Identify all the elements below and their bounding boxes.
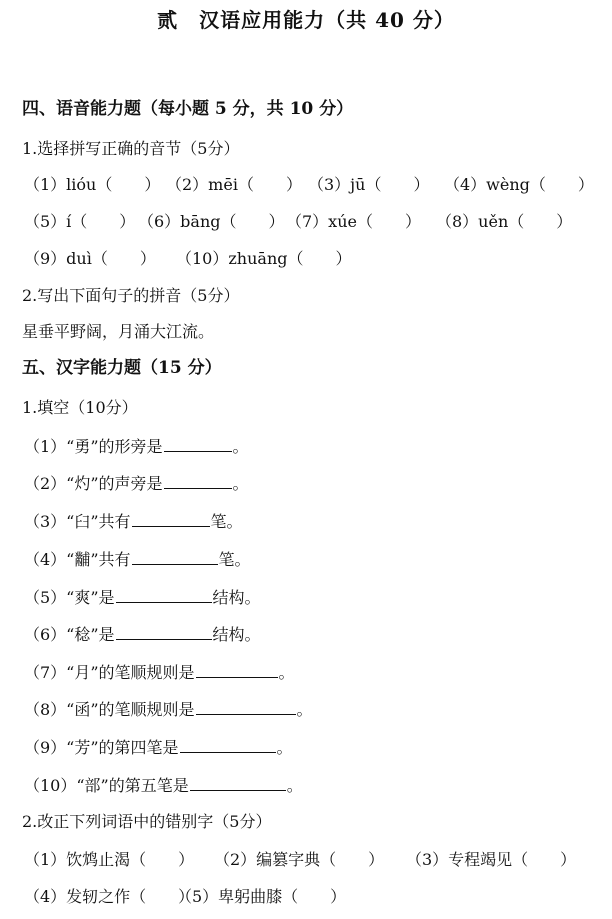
typo-item: （1）饮鸩止渴（ ） xyxy=(24,850,195,869)
question-title: 2.写出下面句子的拼音（5分） xyxy=(22,286,240,305)
fill-item xyxy=(24,433,249,458)
fill-item xyxy=(24,470,249,495)
fill-suffix: 结构。 xyxy=(212,588,261,607)
fill-suffix: 笔。 xyxy=(218,550,251,569)
fill-item xyxy=(24,584,261,609)
typo-row-2 xyxy=(24,886,346,908)
pinyin-item: （5）í（ ） xyxy=(24,212,136,231)
fill-prompt: （2）“灼”的声旁是 xyxy=(24,474,163,493)
answer-blank[interactable] xyxy=(164,470,232,489)
typo-item: （5）卑躬曲膝（ ） xyxy=(176,887,347,906)
fill-suffix: 。 xyxy=(232,437,249,456)
pinyin-item: （4）wèng（ ） xyxy=(444,175,594,194)
fill-item xyxy=(24,772,303,797)
pinyin-item: （7）xúe（ ） xyxy=(286,212,421,231)
pinyin-row-2 xyxy=(24,211,572,233)
pinyin-item: （10）zhuāng（ ） xyxy=(176,249,352,268)
typo-row-1 xyxy=(24,849,576,871)
fill-prompt: （5）“爽”是 xyxy=(24,588,115,607)
section-5-heading: 五、汉字能力题（15 分） xyxy=(22,358,222,378)
answer-blank[interactable] xyxy=(196,696,296,715)
pinyin-item: （8）uěn（ ） xyxy=(436,212,573,231)
fill-item xyxy=(24,621,261,646)
fill-item xyxy=(24,659,295,684)
fill-prompt: （8）“函”的笔顺规则是 xyxy=(24,700,195,719)
answer-blank[interactable] xyxy=(116,584,212,603)
answer-blank[interactable] xyxy=(196,659,278,678)
question-title: 1.选择拼写正确的音节（5分） xyxy=(22,139,240,158)
fill-suffix: 。 xyxy=(278,663,295,682)
pinyin-item: （9）duì（ ） xyxy=(24,249,156,268)
answer-blank[interactable] xyxy=(180,734,276,753)
fill-prompt: （10）“部”的第五笔是 xyxy=(24,776,189,795)
pinyin-item: （1）lióu（ ） xyxy=(24,175,161,194)
answer-blank[interactable] xyxy=(190,772,286,791)
answer-blank[interactable] xyxy=(132,546,218,565)
fill-item xyxy=(24,546,251,571)
fill-prompt: （1）“勇”的形旁是 xyxy=(24,437,163,456)
fill-item xyxy=(24,696,313,721)
pinyin-item: （3）jū（ ） xyxy=(308,175,430,194)
pinyin-row-1 xyxy=(24,174,594,196)
answer-blank[interactable] xyxy=(164,433,232,452)
fill-suffix: 结构。 xyxy=(212,625,261,644)
poem-sentence: 星垂平野阔，月涌大江流。 xyxy=(22,322,215,341)
question-title: 1.填空（10分） xyxy=(22,398,138,417)
fill-suffix: 。 xyxy=(286,776,303,795)
fill-item xyxy=(24,734,293,759)
typo-item: （2）编篡字典（ ） xyxy=(214,850,385,869)
fill-item xyxy=(24,508,243,533)
fill-suffix: 笔。 xyxy=(210,512,243,531)
typo-item: （4）发轫之作（ ） xyxy=(24,887,195,906)
question-title: 2.改正下列词语中的错别字（5分） xyxy=(22,812,272,831)
typo-item: （3）专程竭见（ ） xyxy=(406,850,577,869)
fill-suffix: 。 xyxy=(232,474,249,493)
fill-suffix: 。 xyxy=(296,700,313,719)
fill-prompt: （3）“臼”共有 xyxy=(24,512,131,531)
section-4-heading: 四、语音能力题（每小题 5 分，共 10 分） xyxy=(22,99,354,119)
answer-blank[interactable] xyxy=(116,621,212,640)
pinyin-item: （6）bāng（ ） xyxy=(138,212,285,231)
fill-suffix: 。 xyxy=(276,738,293,757)
pinyin-item: （2）mēi（ ） xyxy=(166,175,302,194)
answer-blank[interactable] xyxy=(132,508,210,527)
page-title: 贰 汉语应用能力（共 40 分） xyxy=(157,8,455,32)
fill-prompt: （4）“黼”共有 xyxy=(24,550,131,569)
pinyin-row-3 xyxy=(24,248,352,270)
fill-prompt: （9）“芳”的第四笔是 xyxy=(24,738,179,757)
fill-prompt: （7）“月”的笔顺规则是 xyxy=(24,663,195,682)
fill-prompt: （6）“稔”是 xyxy=(24,625,115,644)
